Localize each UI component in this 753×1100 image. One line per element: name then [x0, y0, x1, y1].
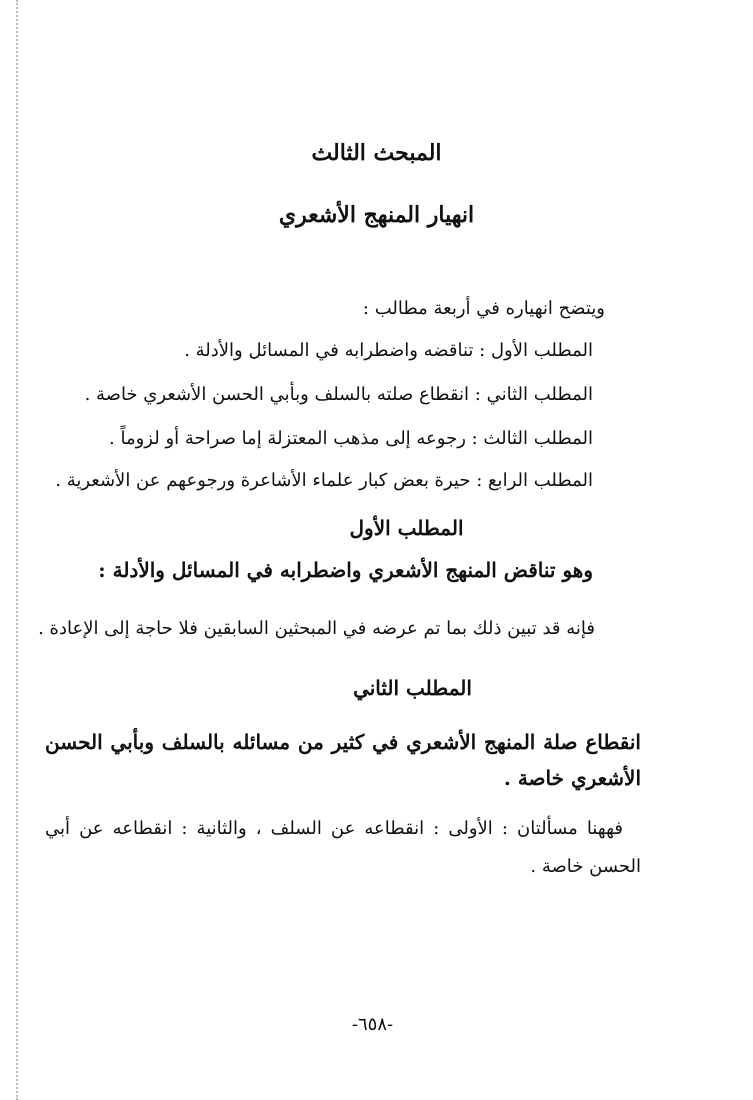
- outline-item-1: المطلب الأول : تناقضه واضطرابه في المسائل والأدلة .: [184, 340, 593, 361]
- chapter-title: المبحث الثالث: [311, 140, 442, 166]
- section2-heading: المطلب الثاني: [353, 676, 472, 700]
- page-number: -٦٥٨-: [351, 1014, 394, 1035]
- section2-body-line2: الحسن خاصة .: [530, 856, 641, 877]
- section2-statement-line1: انقطاع صلة المنهج الأشعري في كثير من مسائله بالسلف وبأبي الحسن: [45, 730, 641, 754]
- chapter-subtitle: انهيار المنهج الأشعري: [278, 202, 475, 228]
- outline-item-3: المطلب الثالث : رجوعه إلى مذهب المعتزلة إما صراحة أو لزوماً .: [109, 428, 593, 449]
- outline-item-2: المطلب الثاني : انقطاع صلته بالسلف وبأبي الحسن الأشعري خاصة .: [84, 384, 593, 405]
- section1-statement: وهو تناقض المنهج الأشعري واضطرابه في المسائل والأدلة :: [98, 558, 593, 582]
- intro-text: ويتضح انهياره في أربعة مطالب :: [362, 298, 605, 319]
- section1-heading: المطلب الأول: [349, 516, 464, 540]
- outline-item-4: المطلب الرابع : حيرة بعض كبار علماء الأشاعرة ورجوعهم عن الأشعرية .: [55, 470, 593, 491]
- section2-statement-line2: الأشعري خاصة .: [503, 766, 641, 790]
- section1-body: فإنه قد تبين ذلك بما تم عرضه في المبحثين السابقين فلا حاجة إلى الإعادة .: [38, 618, 595, 639]
- section2-body-line1: فههنا مسألتان : الأولى : انقطاعه عن السلف ، والثانية : انقطاعه عن أبي: [45, 818, 623, 839]
